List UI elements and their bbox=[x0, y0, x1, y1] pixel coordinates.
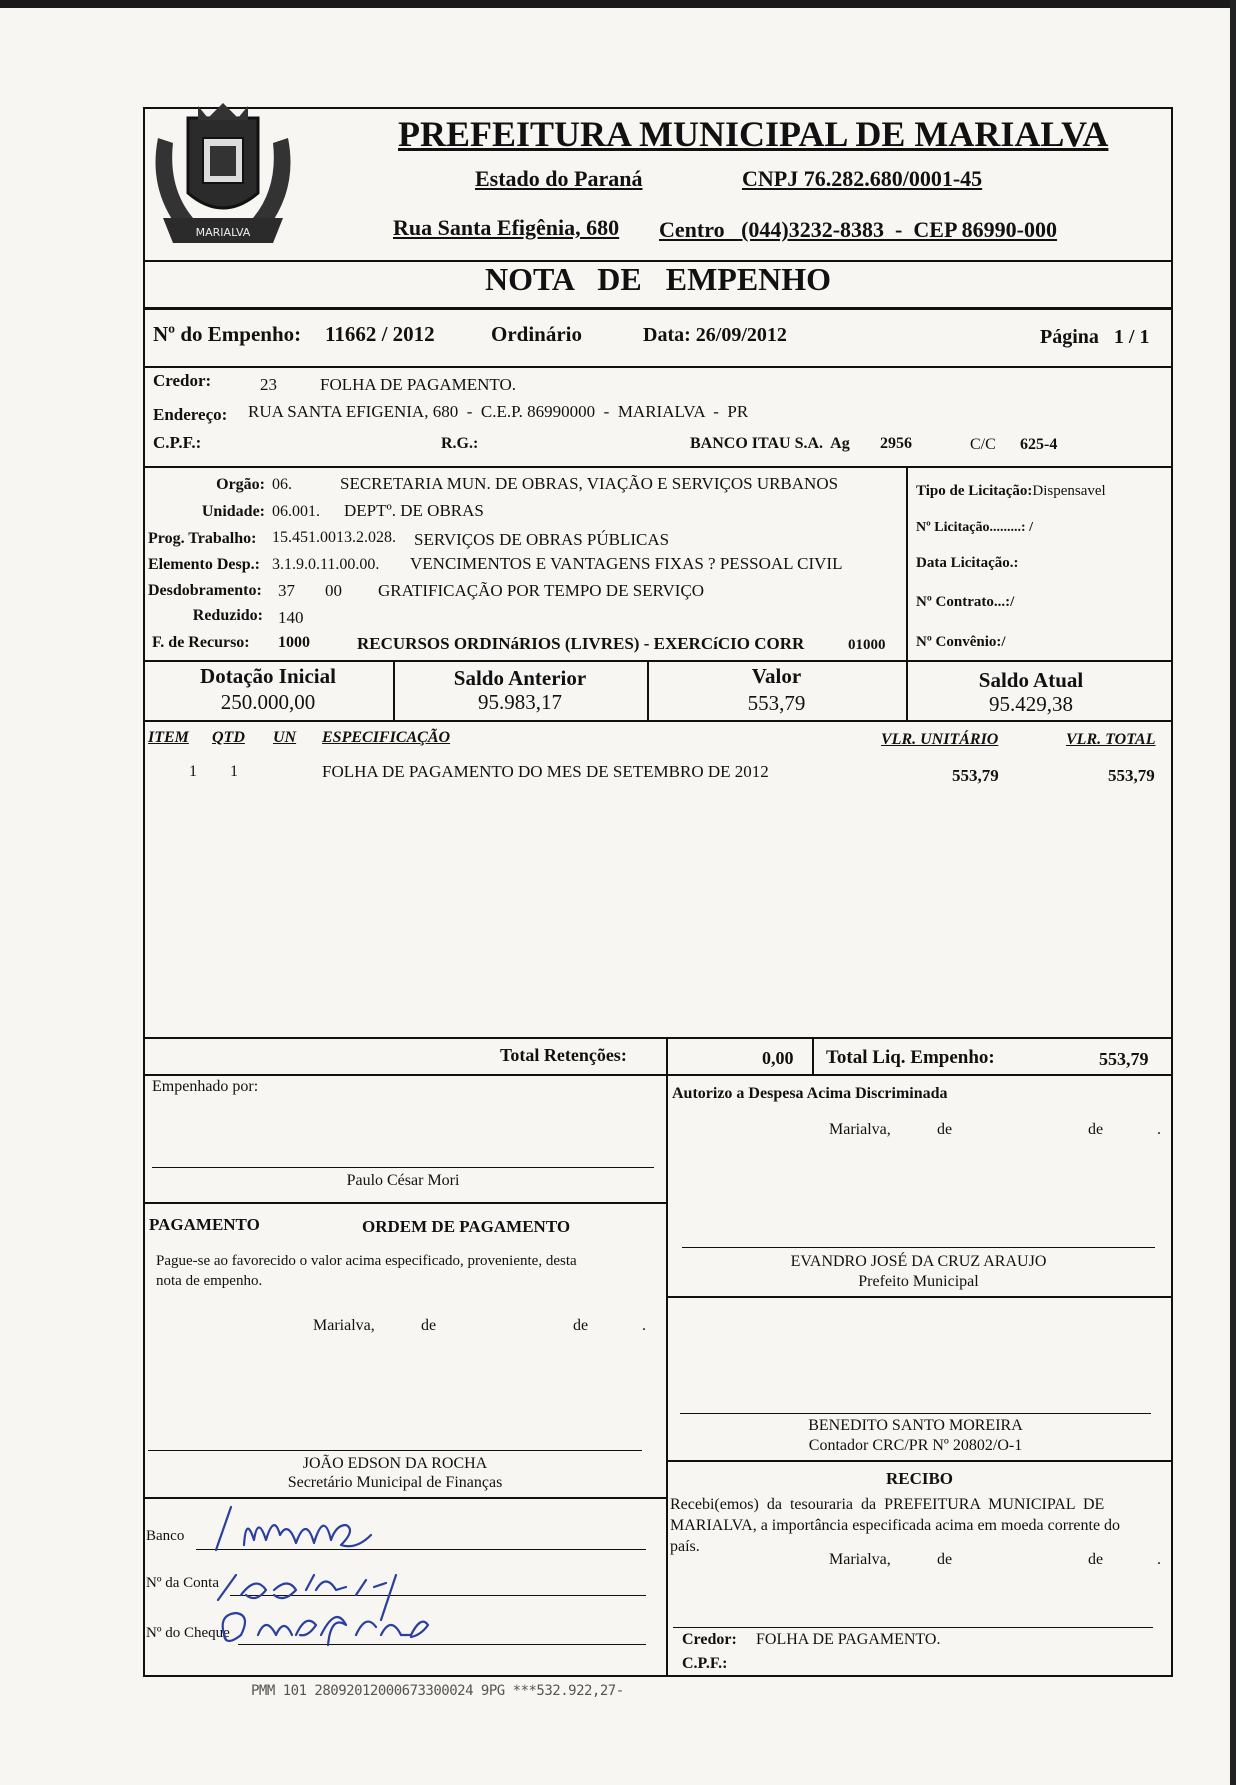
col-header-especificacao: ESPECIFICAÇÃO bbox=[322, 729, 451, 746]
divider bbox=[666, 1296, 1173, 1298]
credor-rg-label: R.G.: bbox=[441, 435, 479, 452]
pagamento-city: Marialva, bbox=[313, 1317, 375, 1334]
banco-label: Banco bbox=[146, 1528, 185, 1544]
handwritten-signature bbox=[196, 1495, 656, 1660]
pagamento-text-line2: nota de empenho. bbox=[156, 1273, 263, 1289]
orgao-label: Orgão: bbox=[216, 476, 265, 493]
header-address: Rua Santa Efigênia, 680 bbox=[393, 215, 620, 240]
signature-line bbox=[682, 1247, 1155, 1248]
row-qtd: 1 bbox=[230, 763, 238, 780]
divider bbox=[143, 1202, 666, 1204]
cheque-label: Nº do Cheque bbox=[146, 1625, 230, 1641]
autorizo-de1: de bbox=[937, 1121, 953, 1138]
prog-label: Prog. Trabalho: bbox=[148, 530, 257, 547]
fonte-code: 1000 bbox=[278, 634, 310, 651]
licitacao-tipo-label-text: Tipo de Licitação: bbox=[916, 483, 1033, 499]
divider bbox=[812, 1037, 814, 1074]
unidade-label: Unidade: bbox=[201, 503, 265, 520]
col-header-qtd: QTD bbox=[212, 729, 245, 746]
valor-value: 553,79 bbox=[747, 691, 806, 715]
scan-right-edge bbox=[1230, 0, 1236, 1785]
saldo-anterior-label: Saldo Anterior bbox=[453, 666, 587, 690]
scan-top-edge bbox=[0, 0, 1236, 8]
elemento-name: VENCIMENTOS E VANTAGENS FIXAS ? PESSOAL CIVIL bbox=[410, 554, 843, 573]
prefeito-role: Prefeito Municipal bbox=[858, 1273, 979, 1290]
recibo-de1: de bbox=[937, 1551, 953, 1568]
desdobramento-sub: 00 bbox=[325, 581, 342, 600]
licitacao-tipo-label bbox=[916, 483, 1106, 500]
credor-agency: 2956 bbox=[880, 435, 912, 452]
credor-name: FOLHA DE PAGAMENTO. bbox=[320, 375, 516, 394]
desdobramento-code: 37 bbox=[278, 581, 295, 600]
prog-code: 15.451.0013.2.028. bbox=[272, 529, 396, 546]
municipal-coat-of-arms bbox=[148, 98, 298, 256]
prefeito-name: EVANDRO JOSÉ DA CRUZ ARAUJO bbox=[790, 1253, 1047, 1270]
col-header-vlr-unitario: VLR. UNITÁRIO bbox=[881, 731, 999, 748]
svg-text:MARIALVA: MARIALVA bbox=[195, 226, 251, 239]
recibo-de2: de bbox=[1088, 1551, 1104, 1568]
empenhado-name: Paulo César Mori bbox=[346, 1172, 460, 1189]
credor-address-label: Endereço: bbox=[153, 405, 228, 424]
licitacao-date: Data Licitação.: bbox=[916, 555, 1019, 571]
divider bbox=[666, 1460, 1173, 1462]
total-retencoes-value: 0,00 bbox=[762, 1048, 794, 1068]
pagamento-dot: . bbox=[642, 1317, 646, 1334]
document-title: NOTA DE EMPENHO bbox=[484, 261, 832, 297]
contador-name: BENEDITO SANTO MOREIRA bbox=[808, 1417, 1023, 1434]
valor-label: Valor bbox=[751, 664, 802, 688]
empenho-type: Ordinário bbox=[491, 322, 583, 346]
secretario-role: Secretário Municipal de Finanças bbox=[287, 1474, 503, 1491]
credor-address: RUA SANTA EFIGENIA, 680 - C.E.P. 86990000 - MARIALVA - PR bbox=[248, 402, 749, 421]
empenhado-label: Empenhado por: bbox=[152, 1078, 259, 1095]
divider bbox=[143, 1037, 1173, 1039]
recibo-credor-name: FOLHA DE PAGAMENTO. bbox=[756, 1631, 941, 1648]
row-especificacao: FOLHA DE PAGAMENTO DO MES DE SETEMBRO DE 2012 bbox=[322, 762, 769, 781]
elemento-label: Elemento Desp.: bbox=[148, 556, 260, 573]
prog-name: SERVIÇOS DE OBRAS PÚBLICAS bbox=[414, 530, 670, 549]
col-header-item: ITEM bbox=[148, 729, 189, 746]
signature-line bbox=[680, 1413, 1151, 1414]
fonte-name: RECURSOS ORDINáRIOS (LIVRES) - EXERCíCIO CORR bbox=[357, 634, 805, 653]
total-liq-empenho-label: Total Liq. Empenho: bbox=[826, 1047, 995, 1068]
divider bbox=[143, 466, 1173, 468]
saldo-anterior-value: 95.983,17 bbox=[478, 690, 562, 714]
desdobramento-name: GRATIFICAÇÃO POR TEMPO DE SERVIÇO bbox=[378, 581, 705, 600]
empenho-date: Data: 26/09/2012 bbox=[643, 324, 787, 346]
empenho-number-label: Nº do Empenho: bbox=[153, 322, 302, 346]
credor-bank: BANCO ITAU S.A. Ag bbox=[690, 435, 850, 452]
recibo-text-line1: Recebi(emos) da tesouraria da PREFEITURA MUNICIPAL DE bbox=[670, 1496, 1105, 1513]
saldo-atual-value: 95.429,38 bbox=[989, 692, 1073, 716]
credor-cc-label: C/C bbox=[970, 436, 996, 453]
recibo-cpf-label: C.P.F.: bbox=[682, 1655, 728, 1672]
recibo-dot: . bbox=[1157, 1551, 1161, 1568]
dotacao-inicial-value: 250.000,00 bbox=[220, 690, 316, 714]
col-header-vlr-total: VLR. TOTAL bbox=[1066, 731, 1156, 748]
convenio-number: Nº Convênio:/ bbox=[916, 634, 1006, 650]
credor-label: Credor: bbox=[153, 371, 212, 390]
divider bbox=[143, 720, 1173, 722]
footer-control-code: PMM 101 28092012000673300024 9PG ***532.922,27- bbox=[251, 1683, 624, 1699]
divider bbox=[143, 660, 1173, 662]
total-retencoes-label: Total Retenções: bbox=[500, 1045, 627, 1065]
credor-cpf-label: C.P.F.: bbox=[153, 433, 202, 452]
autorizo-dot: . bbox=[1157, 1121, 1161, 1138]
col-header-un: UN bbox=[273, 729, 297, 746]
reduzido-label: Reduzido: bbox=[192, 607, 263, 624]
credor-code: 23 bbox=[260, 375, 277, 394]
licitacao-tipo: Dispensavel bbox=[1032, 483, 1106, 499]
header-state: Estado do Paraná bbox=[475, 166, 643, 191]
divider bbox=[143, 1074, 1173, 1076]
header-cnpj: CNPJ 76.282.680/0001-45 bbox=[742, 166, 983, 191]
autorizo-city: Marialva, bbox=[829, 1121, 891, 1138]
fonte-label: F. de Recurso: bbox=[152, 634, 250, 651]
unidade-code: 06.001. bbox=[272, 503, 320, 520]
divider bbox=[666, 1037, 668, 1677]
orgao-code: 06. bbox=[272, 476, 292, 493]
contrato-number: Nº Contrato...:/ bbox=[916, 594, 1015, 610]
header-contact: Centro (044)3232-8383 - CEP 86990-000 bbox=[659, 217, 1057, 242]
pagamento-label: PAGAMENTO bbox=[149, 1215, 260, 1234]
page-indicator: Página 1 / 1 bbox=[1040, 326, 1150, 348]
recibo-city: Marialva, bbox=[829, 1551, 891, 1568]
divider bbox=[143, 307, 1173, 310]
autorizo-label: Autorizo a Despesa Acima Discriminada bbox=[672, 1085, 948, 1102]
recibo-label: RECIBO bbox=[885, 1469, 954, 1488]
pagamento-text-line1: Pague-se ao favorecido o valor acima especificado, proveniente, desta bbox=[156, 1253, 577, 1269]
licitacao-number: Nº Licitação.........: / bbox=[916, 520, 1033, 535]
row-vlr-unitario: 553,79 bbox=[952, 766, 999, 785]
orgao-name: SECRETARIA MUN. DE OBRAS, VIAÇÃO E SERVIÇOS URBANOS bbox=[340, 474, 839, 493]
divider bbox=[906, 466, 908, 660]
signature-line bbox=[148, 1450, 642, 1451]
pagamento-de1: de bbox=[421, 1317, 437, 1334]
pagamento-de2: de bbox=[573, 1317, 589, 1334]
saldo-atual-label: Saldo Atual bbox=[978, 668, 1084, 692]
elemento-code: 3.1.9.0.11.00.00. bbox=[272, 556, 380, 573]
recibo-text-line2: MARIALVA, a importância especificada acima em moeda corrente do bbox=[670, 1517, 1121, 1534]
signature-line bbox=[152, 1167, 654, 1168]
conta-label: Nº da Conta bbox=[146, 1575, 219, 1591]
dotacao-inicial-label: Dotação Inicial bbox=[200, 664, 336, 688]
reduzido-code: 140 bbox=[278, 608, 304, 627]
recibo-credor-label: Credor: bbox=[682, 1631, 737, 1648]
empenho-number: 11662 / 2012 bbox=[325, 322, 435, 346]
header-title: PREFEITURA MUNICIPAL DE MARIALVA bbox=[398, 114, 1109, 154]
desdobramento-label: Desdobramento: bbox=[148, 582, 262, 599]
row-vlr-total: 553,79 bbox=[1108, 766, 1155, 785]
recibo-text-line3: país. bbox=[670, 1538, 700, 1555]
credor-cc: 625-4 bbox=[1020, 436, 1058, 453]
signature-line bbox=[673, 1627, 1153, 1628]
autorizo-de2: de bbox=[1088, 1121, 1104, 1138]
fonte-ext: 01000 bbox=[848, 637, 886, 653]
unidade-name: DEPTº. DE OBRAS bbox=[344, 501, 484, 520]
contador-role: Contador CRC/PR Nº 20802/O-1 bbox=[808, 1437, 1023, 1454]
ordem-pagamento-label: ORDEM DE PAGAMENTO bbox=[362, 1217, 571, 1236]
secretario-name: JOÃO EDSON DA ROCHA bbox=[302, 1455, 488, 1472]
divider bbox=[143, 366, 1173, 368]
total-liq-empenho-value: 553,79 bbox=[1099, 1049, 1149, 1069]
row-item: 1 bbox=[189, 763, 197, 780]
